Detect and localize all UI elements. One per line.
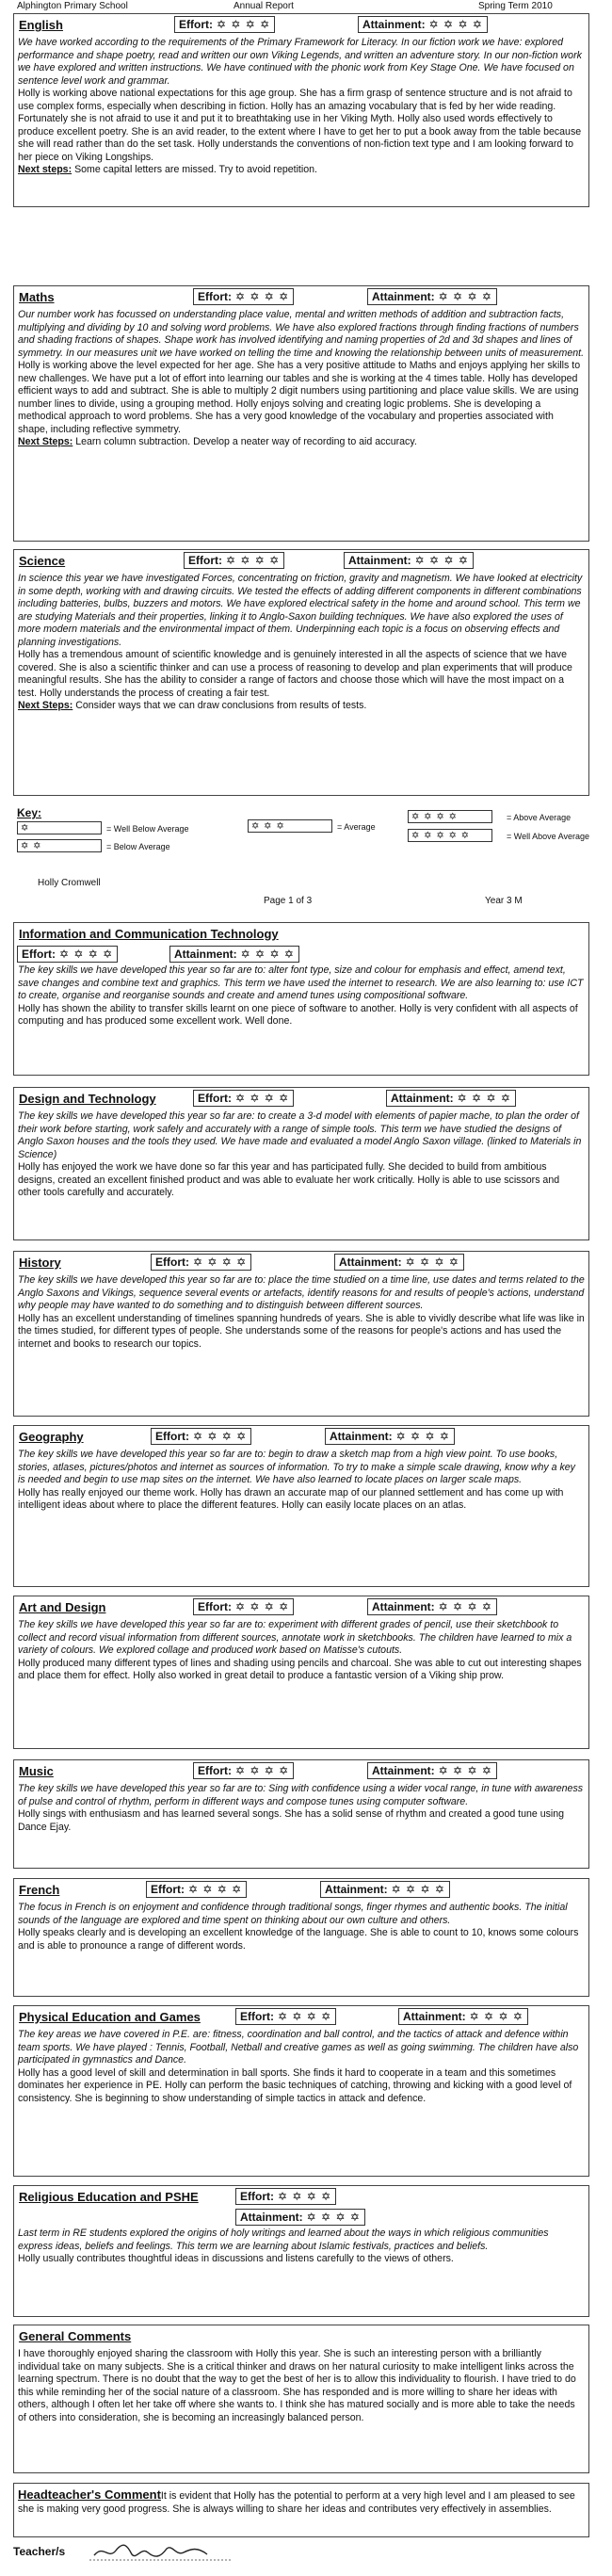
subject-comment: Holly speaks clearly and is developing an excellent knowledge of the language. She is able to count to 10, knows some colours and is able to pronounce a range of different words. — [18, 1927, 579, 1952]
effort-stars-icon: ✡ ✡ ✡ ✡ — [59, 948, 114, 961]
subject-comment: Holly has shown the ability to transfer skills learnt on one piece of software to another. Holly is very confident with all aspects of computing and has produced some excellent work. Well done. — [18, 1002, 578, 1028]
attainment-box: Attainment: ✡ ✡ ✡ ✡ — [367, 288, 497, 305]
attainment-stars-icon: ✡ ✡ ✡ ✡ — [469, 2010, 523, 2023]
subject-title: Design and Technology — [19, 1092, 156, 1106]
section-english — [13, 13, 589, 207]
effort-box: Effort: ✡ ✡ ✡ ✡ — [235, 2008, 336, 2025]
attainment-box: Attainment: ✡ ✡ ✡ ✡ — [358, 16, 488, 33]
effort-box: Effort: ✡ ✡ ✡ ✡ — [193, 288, 294, 305]
effort-box: Effort: ✡ ✡ ✡ ✡ — [174, 16, 275, 33]
effort-stars-icon: ✡ ✡ ✡ ✡ — [235, 1092, 290, 1105]
effort-stars-icon: ✡ ✡ ✡ ✡ — [235, 1600, 290, 1613]
effort-stars-icon: ✡ ✡ ✡ ✡ — [235, 1764, 290, 1777]
subject-comment: Holly has enjoyed the work we have done so far this year and has participated fully. She decided to build from ambitious designs, created an excellent finished product and was able to evaluate her work critically. Holly is able to use scissors and other tools carefully and accurately. — [18, 1161, 560, 1199]
subject-title: Information and Communication Technology — [19, 927, 279, 941]
effort-stars-icon: ✡ ✡ ✡ ✡ — [278, 2010, 332, 2023]
effort-stars-icon: ✡ ✡ ✡ ✡ — [226, 554, 281, 567]
attainment-stars-icon: ✡ ✡ ✡ ✡ — [438, 290, 492, 303]
subject-intro: The focus in French is on enjoyment and confidence through traditional songs, finger rhymes and authentic books. The initial sounds of the language are explored and time spent on thinking about our own culture and others. — [18, 1902, 568, 1926]
subject-title: Music — [19, 1764, 54, 1778]
term: Spring Term 2010 — [478, 1, 553, 11]
subject-comment: Holly has really enjoyed our theme work. Holly has drawn an accurate map of our planned settlement and has come up with intelligent ideas about where to place the different features. Holly can easily locate places on an atlas. — [18, 1486, 564, 1512]
subject-title: Maths — [19, 290, 55, 304]
subject-comment: Holly sings with enthusiasm and has learned several songs. She has a solid sense of rhythm and created a good tune using Dance Ejay. — [18, 1808, 565, 1833]
subject-title: Geography — [19, 1430, 84, 1444]
key-stars-icon: ✡ ✡ ✡ ✡ ✡ — [408, 829, 492, 842]
subject-title: Art and Design — [19, 1600, 106, 1614]
school-name: Alphington Primary School — [17, 1, 128, 11]
attainment-box: Attainment: ✡ ✡ ✡ ✡ — [169, 946, 299, 963]
subject-title: English — [19, 18, 63, 32]
effort-box: Effort: ✡ ✡ ✡ ✡ — [146, 1881, 247, 1898]
teacher-signature-icon — [89, 2541, 231, 2562]
effort-box: Effort: ✡ ✡ ✡ ✡ — [193, 1762, 294, 1779]
section-headteacher — [13, 2483, 589, 2537]
subject-comment: Holly produced many different types of lines and shading using pencils and charcoal. She was able to cut out interesting shapes and place them for effect. Holly also worked in great detail to produce a fantastic version of a Viking ship prow. — [18, 1657, 582, 1682]
subject-intro: The key skills we have developed this year so far are to: begin to draw a sketch map from a high view point. To use books, stories, atlases, pictures/photos and internet as sources of information. To try to make a simple scale drawing, know why a key is needed and begin to use map sites on the internet. We have also learned to locate places on larger scale maps. — [18, 1449, 575, 1486]
attainment-stars-icon: ✡ ✡ ✡ ✡ — [438, 1764, 492, 1777]
subject-title: Science — [19, 554, 66, 568]
general-comment: I have thoroughly enjoyed sharing the classroom with Holly this year. She is such an interesting person with a brilliantly individual take on many subjects. She is a critical thinker and draws on her natural curiosity to make intelligent links across the learning spectrum. There is no doubt that the way to get the best of her is to allow this individuality to flourish. I have tried to do this while reminding her of the social nature of a classroom. She has responded and is more willing to share her ideas with others, although I often let her take off where she wants to. I think she has matured socially and is more able to take the needs of others into consideration, she is becoming an increasingly balanced person. — [18, 2348, 576, 2423]
subject-title: French — [19, 1883, 60, 1897]
section-geography — [13, 1425, 589, 1587]
effort-stars-icon: ✡ ✡ ✡ ✡ — [278, 2190, 332, 2203]
subject-intro: The key skills we have developed this year so far are to: experiment with different grades of pencil, use their sketchbook to collect and record visual information from different sources, annotate work in sketchbooks. The children have learned to mix a variety of colours. We explored collage and produced work based on Matisse's cutouts. — [18, 1619, 572, 1657]
attainment-box: Attainment: ✡ ✡ ✡ ✡ — [334, 1254, 464, 1271]
headteacher-comment: It is evident that Holly has the potential to perform at a very high level and I am pleased to see she is making very good progress. She is always willing to share her ideas and contributes very effectively in assemblies. — [18, 2490, 575, 2515]
next-steps: Next Steps: Learn column subtraction. Develop a neater way of recording to aid accuracy. — [18, 436, 417, 448]
section-music — [13, 1759, 589, 1869]
key-stars-icon: ✡ ✡ — [17, 839, 102, 852]
student-name: Holly Cromwell — [38, 878, 101, 888]
effort-box: Effort: ✡ ✡ ✡ ✡ — [193, 1090, 294, 1107]
page-number: Page 1 of 3 — [264, 896, 313, 906]
subject-comment: Holly has a good level of skill and determination in ball sports. She finds it hard to cooperate in a team and this sometimes dominates her experience in PE. Holly can perform the basic techniques of catching, throwing and kicking with a good level of consistency. She is beginning to show understanding of simple tactics in attack and defence. — [18, 2066, 572, 2104]
subject-comment: Holly has a tremendous amount of scientific knowledge and is genuinely interested in all the aspects of science that we have covered. She is also a scientific thinker and can use a process of reasoning to develop and plan experiments that will produce meaningful results. She has the ability to consider a range of factors and choose those which will have the most impact on a test. Holly understands the process of creating a fair test. — [18, 649, 572, 699]
effort-stars-icon: ✡ ✡ ✡ ✡ — [217, 18, 271, 31]
attainment-stars-icon: ✡ ✡ ✡ ✡ — [405, 1256, 459, 1269]
section-art-design — [13, 1596, 589, 1749]
key-stars-icon: ✡ ✡ ✡ ✡ — [408, 810, 492, 823]
attainment-box: Attainment: ✡ ✡ ✡ ✡ — [367, 1762, 497, 1779]
effort-box: Effort: ✡ ✡ ✡ ✡ — [17, 946, 118, 963]
effort-stars-icon: ✡ ✡ ✡ ✡ — [235, 290, 290, 303]
effort-box: Effort: ✡ ✡ ✡ ✡ — [184, 552, 284, 569]
attainment-stars-icon: ✡ ✡ ✡ ✡ — [414, 554, 469, 567]
subject-intro: The key areas we have covered in P.E. are: fitness, coordination and ball control, and the tactics of attack and defence within team sports. We have played : Tennis, Football, Netball and creative games as well as going swimming. The children have also participated in gymnastics and Dance. — [18, 2029, 579, 2066]
attainment-stars-icon: ✡ ✡ ✡ ✡ — [306, 2211, 361, 2224]
subject-intro: The key skills we have developed this year so far are: to create a 3-d model with elements of papier mache, to plan the order of their work before starting, work safely and accurately with a range of simple tools. This term we have studied the designs of Anglo Saxon houses and the tools they used. We have made and evaluated a model Anglo Saxon village. (linked to Materials in Science) — [18, 1110, 582, 1160]
attainment-box: Attainment: ✡ ✡ ✡ ✡ — [386, 1090, 516, 1107]
section-ict — [13, 922, 589, 1076]
section-french — [13, 1878, 589, 1997]
subject-intro: Last term in RE students explored the origins of holy writings and learned about the ways in which religious communities express ideas, beliefs and feelings. This term we are learning about Islamic festivals, practices and beliefs. — [18, 2228, 549, 2252]
effort-box: Effort: ✡ ✡ ✡ ✡ — [193, 1598, 294, 1615]
key-title: Key: — [17, 806, 42, 819]
attainment-box: Attainment: ✡ ✡ ✡ ✡ — [235, 2209, 365, 2226]
section-design-technology — [13, 1087, 589, 1240]
effort-box: Effort: ✡ ✡ ✡ ✡ — [151, 1428, 251, 1445]
attainment-box: Attainment: ✡ ✡ ✡ ✡ — [367, 1598, 497, 1615]
section-history — [13, 1251, 589, 1417]
attainment-box: Attainment: ✡ ✡ ✡ ✡ — [344, 552, 474, 569]
attainment-box: Attainment: ✡ ✡ ✡ ✡ — [320, 1881, 450, 1898]
section-science — [13, 549, 589, 796]
subject-intro: We have worked according to the requirements of the Primary Framework for Literacy. In our fiction work we have: explored performance and shape poetry, read and written our own Viking Legends, and written an adventure story. In our non-fiction work we have explored and written instructions. We have continued with the phonic work from Key Stage One. We have focused on sentence level work and grammar. — [18, 37, 582, 87]
next-steps: Next Steps: Consider ways that we can draw conclusions from results of tests. — [18, 700, 367, 712]
effort-box: Effort: ✡ ✡ ✡ ✡ — [235, 2188, 336, 2205]
section-pe — [13, 2005, 589, 2177]
effort-stars-icon: ✡ ✡ ✡ ✡ — [188, 1883, 243, 1896]
section-general-comments — [13, 2325, 589, 2473]
next-steps: Next steps: Some capital letters are missed. Try to avoid repetition. — [18, 164, 317, 176]
teacher-label: Teacher/s — [13, 2545, 66, 2558]
subject-title: History — [19, 1256, 61, 1270]
attainment-stars-icon: ✡ ✡ ✡ ✡ — [428, 18, 483, 31]
headteacher-title: Headteacher's Comment — [18, 2487, 161, 2502]
subject-intro: The key skills we have developed this year so far are to: place the time studied on a time line, use dates and terms related to the Anglo Saxons and Vikings, sequence several events or artefacts, identify reasons for and results of people's actions, understand why people may have wanted to do something and to distinguish between different sources. — [18, 1274, 585, 1312]
key-stars-icon: ✡ ✡ ✡ — [248, 819, 332, 833]
attainment-stars-icon: ✡ ✡ ✡ ✡ — [438, 1600, 492, 1613]
subject-intro: The key skills we have developed this year so far are to: alter font type, size and colour for emphasis and effect, amend text, save changes and combine text and graphics. This term we have used the internet to research. We are also learning to: use ICT to create, organise and reorganise sounds and create and amend tunes using compositional software. — [18, 964, 584, 1002]
year-group: Year 3 M — [485, 896, 523, 906]
attainment-stars-icon: ✡ ✡ ✡ ✡ — [395, 1430, 450, 1443]
attainment-stars-icon: ✡ ✡ ✡ ✡ — [240, 948, 295, 961]
attainment-stars-icon: ✡ ✡ ✡ ✡ — [457, 1092, 511, 1105]
attainment-box: Attainment: ✡ ✡ ✡ ✡ — [325, 1428, 455, 1445]
attainment-box: Attainment: ✡ ✡ ✡ ✡ — [398, 2008, 528, 2025]
subject-title: Physical Education and Games — [19, 2010, 201, 2024]
subject-intro: The key skills we have developed this year so far are to: Sing with confidence using a wider vocal range, in tune with awareness of pulse and control of rhythm, perform in different ways and compose tunes using computer software. — [18, 1783, 584, 1807]
report-type: Annual Report — [234, 1, 294, 11]
subject-comment: Holly is working above the level expected for her age. She has a very positive attitude to Maths and enjoys applying her skills to new challenges. We have put a lot of effort into learning our tables and she is working at the 4 times table. Holly has developed efficient ways to add and subtract. She is able to multiply 2 digit numbers using partitioning and place value skills. We are using number lines to divide, using a grouping method. Holly enjoys solving and creating logic problems. She is developing a methodical approach to word problems. She has a very good knowledge of the vocabulary and properties associated with shape, including reflective symmetry. — [18, 360, 581, 435]
general-title: General Comments — [19, 2329, 132, 2343]
subject-intro: Our number work has focussed on understanding place value, mental and written methods of addition and subtraction facts, multiplying and dividing by 10 and solving word problems. We have also explored fractions through finding fractions of numbers and shading fractions of shapes. Shape work has involved identifying and naming properties of 2d and 3d shapes and lines of symmetry. In our measures unit we have worked on telling the time and knowing the relationship between units of measurement. — [18, 309, 585, 359]
subject-intro: In science this year we have investigated Forces, concentrating on friction, gravity and magnetism. We have looked at electricity in some depth, working with and drawing circuits. We tested the effects of adding different components in different combinations including batteries, bulbs, buzzers and motors. We have explored electrical safety in the home and around school. This term we are studying Materials and their properties, linking it to Anglo-Saxon building techniques. We have also explored the uses of more modern materials and the environmental impact of them. Underpinning each topic is a focus on observing effects and planning investigations. — [18, 573, 583, 648]
section-re-pshe — [13, 2185, 589, 2317]
subject-title: Religious Education and PSHE — [19, 2190, 199, 2204]
effort-stars-icon: ✡ ✡ ✡ ✡ — [193, 1256, 248, 1269]
effort-box: Effort: ✡ ✡ ✡ ✡ — [151, 1254, 251, 1271]
subject-comment: Holly has an excellent understanding of timelines spanning hundreds of years. She is able to vividly describe what life was like in the times studied, for different types of people. She understands some of the reasons for people's actions and has used the internet and books to research our topics. — [18, 1312, 585, 1350]
key-stars-icon: ✡ — [17, 821, 102, 834]
attainment-stars-icon: ✡ ✡ ✡ ✡ — [391, 1883, 445, 1896]
section-maths — [13, 285, 589, 542]
effort-stars-icon: ✡ ✡ ✡ ✡ — [193, 1430, 248, 1443]
subject-comment: Holly is working above national expectations for this age group. She has a firm grasp of sentence structure and is not afraid to use complex forms, especially when describing in fiction. Holly has an amazing vocabulary that is fed by her wide reading. Fortunately she is not afraid to use it and put it to breathtaking use in her Viking Myth. Holly also used words effectively to produce excellent poetry. She is an avid reader, to the extent where I have to get her to put a book away from the table because she will read rather than do the set task. Holly understands the conventions of non-fiction text type and I am looking forward to her piece on Viking Longships. — [18, 88, 582, 163]
subject-comment: Holly usually contributes thoughtful ideas in discussions and listens carefully to the views of others. — [18, 2253, 454, 2265]
